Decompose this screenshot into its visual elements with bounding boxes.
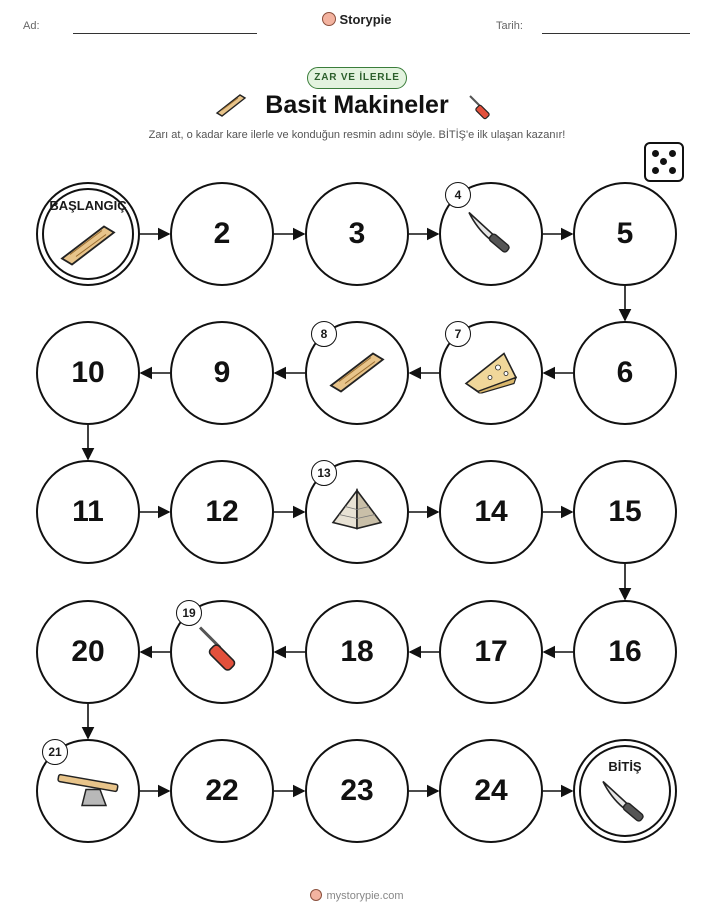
board-space-12[interactable] [170,460,274,564]
board-space-10[interactable] [36,321,140,425]
pyramid-icon [329,487,385,538]
space-number: 11 [72,495,104,528]
space-number: 17 [474,635,508,668]
board-space-23[interactable] [305,739,409,843]
board-space-16[interactable] [573,600,677,704]
space-number: 24 [474,774,508,807]
board-space-7[interactable] [439,321,543,425]
space-number: 2 [213,217,231,250]
space-number: 18 [340,635,374,668]
mascot-icon [310,889,322,901]
board-space-17[interactable] [439,600,543,704]
space-number-badge: 7 [445,321,471,347]
start-space[interactable] [36,182,140,286]
board-space-21[interactable] [36,739,140,843]
knife-icon [463,207,519,262]
board-space-5[interactable] [573,182,677,286]
plank-icon [58,221,118,272]
space-number: 20 [71,635,105,668]
brand-name: Storypie [339,12,392,27]
screwdriver-icon [194,622,250,683]
space-number-badge: 4 [445,182,471,208]
space-number-badge: 13 [311,460,337,486]
space-number: 22 [205,774,239,807]
space-number-badge: 19 [176,600,202,626]
space-number: 9 [213,356,231,389]
instructions: Zarı at, o kadar kare ilerle ve konduğun resmin adını söyle. BİTİŞ'e ilk ulaşan kazanır! [148,129,566,141]
board-space-11[interactable] [36,460,140,564]
space-number: 5 [616,217,634,250]
board-space-3[interactable] [305,182,409,286]
wedge-icon [460,348,522,399]
page-title: Basit Makineler [265,91,449,119]
footer-url: mystorypie.com [326,890,404,902]
space-number: 12 [205,495,239,528]
knife-icon [597,776,653,831]
board-space-14[interactable] [439,460,543,564]
space-number-badge: 21 [42,739,68,765]
board-space-20[interactable] [36,600,140,704]
space-number: 10 [71,356,105,389]
space-number: 23 [340,774,374,807]
plank-icon [327,348,387,399]
name-label: Ad: [23,20,40,32]
start-label: BAŞLANGIÇ [49,198,127,213]
board-space-15[interactable] [573,460,677,564]
board-space-2[interactable] [170,182,274,286]
board-space-19[interactable] [170,600,274,704]
space-number-badge: 8 [311,321,337,347]
lever-icon [54,766,122,817]
space-number: 6 [616,356,634,389]
finish-label: BİTİŞ [608,759,642,774]
board-space-24[interactable] [439,739,543,843]
space-number: 14 [474,495,508,528]
board-space-22[interactable] [170,739,274,843]
board-space-18[interactable] [305,600,409,704]
space-number: 3 [348,217,366,250]
board-space-9[interactable] [170,321,274,425]
activity-tag: ZAR VE İLERLE [307,67,407,89]
date-label: Tarih: [496,20,523,32]
space-number: 16 [608,635,642,668]
board-space-4[interactable] [439,182,543,286]
board-space-8[interactable] [305,321,409,425]
board-space-13[interactable] [305,460,409,564]
footer [0,889,714,902]
board-space-6[interactable] [573,321,677,425]
finish-space[interactable] [573,739,677,843]
space-number: 15 [608,495,642,528]
